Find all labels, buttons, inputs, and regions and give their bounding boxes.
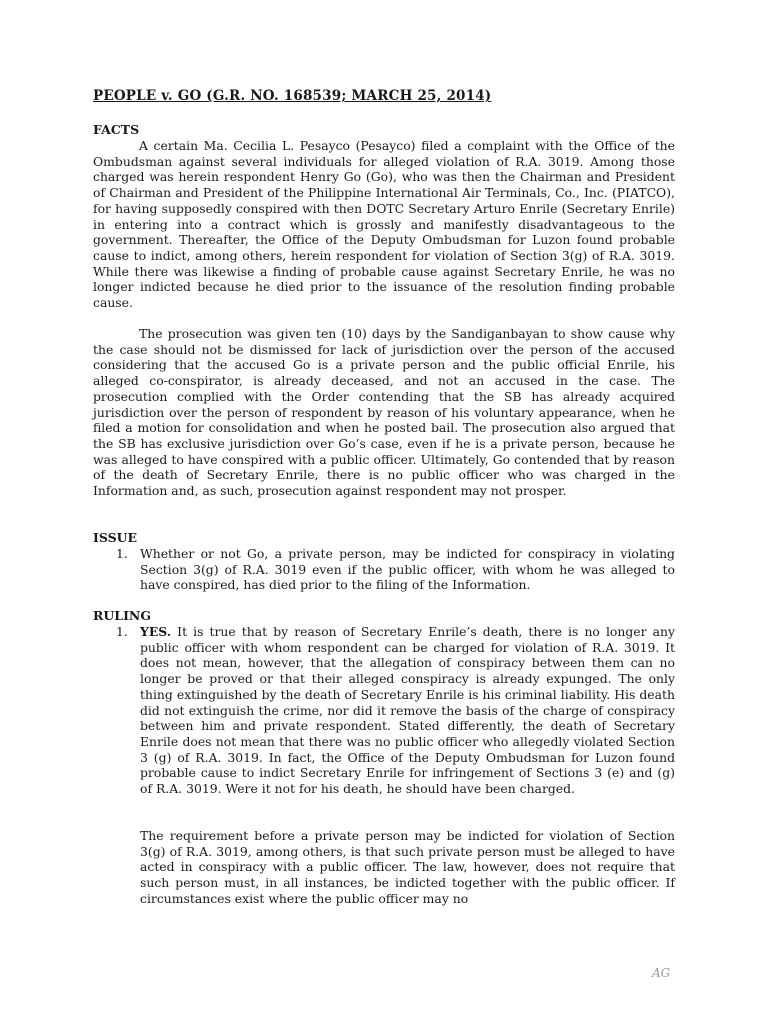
- issue-item: [116, 546, 675, 593]
- issue-item-text: Whether or not Go, a private person, may be indicted for conspiracy in violating Section 3(g) of R.A. 3019 even if the public officer, with whom he was alleged to have conspired, has died prior to the filing of the Information.: [140, 546, 675, 593]
- footer-initials: AG: [652, 966, 671, 980]
- ruling-item-text: It is true that by reason of Secretary Enrile’s death, there is no longer any public officer with whom respondent can be charged for violation of R.A. 3019. It does not mean, however, that the allegation of conspiracy between them can no longer be proved or that their alleged conspiracy is already expunged. The only thing extinguished by the death of Secretary Enrile is his criminal liability. His death did not extinguish the crime, nor did it remove the basis of the charge of conspiracy between him and private respondent. Stated differently, the death of Secretary Enrile does not mean that there was no public officer who allegedly violated Section 3 (g) of R.A. 3019. In fact, the Office of the Deputy Ombudsman for Luzon found probable cause to indict Secretary Enrile for infringement of Sections 3 (e) and (g) of R.A. 3019. Were it not for his death, he should have been charged.: [140, 624, 675, 797]
- issue-item-number: 1.: [116, 546, 128, 561]
- ruling-heading: RULING: [93, 608, 152, 623]
- ruling-item-lead: YES.: [140, 624, 172, 639]
- facts-paragraph-1: A certain Ma. Cecilia L. Pesayco (Pesayco) filed a complaint with the Office of the Ombudsman against several individuals for alleged violation of R.A. 3019. Among those charged was herein respondent Henry Go (Go), who was then the Chairman and President of Chairman and President of the Philippine International Air Terminals, Co., Inc. (PIATCO), for having supposedly conspired with then DOTC Secretary Arturo Enrile (Secretary Enrile) in entering into a contract which is grossly and manifestly disadvantageous to the government. Thereafter, the Office of the Deputy Ombudsman for Luzon found probable cause to indict, among others, herein respondent for violation of Section 3(g) of R.A. 3019. While there was likewise a finding of probable cause against Secretary Enrile, he was no longer indicted because he died prior to the issuance of the resolution finding probable cause.: [93, 138, 675, 311]
- issue-heading: ISSUE: [93, 530, 138, 545]
- facts-paragraph-2: The prosecution was given ten (10) days by the Sandiganbayan to show cause why the case should not be dismissed for lack of jurisdiction over the person of the accused considering that the accused Go is a private person and the public official Enrile, his alleged co-conspirator, is already deceased, and not an accused in the case. The prosecution complied with the Order contending that the SB has already acquired jurisdiction over the person of respondent by reason of his voluntary appearance, when he filed a motion for consolidation and when he posted bail. The prosecution also argued that the SB has exclusive jurisdiction over Go’s case, even if he is a private person, because he was alleged to have conspired with a public officer. Ultimately, Go contended that by reason of the death of Secretary Enrile, there is no public officer who was charged in the Information and, as such, prosecution against respondent may not prosper.: [93, 326, 675, 499]
- ruling-item-body: [140, 624, 675, 797]
- facts-heading: FACTS: [93, 122, 140, 137]
- ruling-item: [116, 624, 675, 797]
- case-title: PEOPLE v. GO (G.R. NO. 168539; MARCH 25, 2014): [93, 88, 492, 104]
- ruling-item-number: 1.: [116, 624, 128, 639]
- ruling-continuation: The requirement before a private person may be indicted for violation of Section 3(g) of R.A. 3019, among others, is that such private person must be alleged to have acted in conspiracy with a public officer. The law, however, does not require that such person must, in all instances, be indicted together with the public officer. If circumstances exist where the public officer may no: [140, 828, 675, 906]
